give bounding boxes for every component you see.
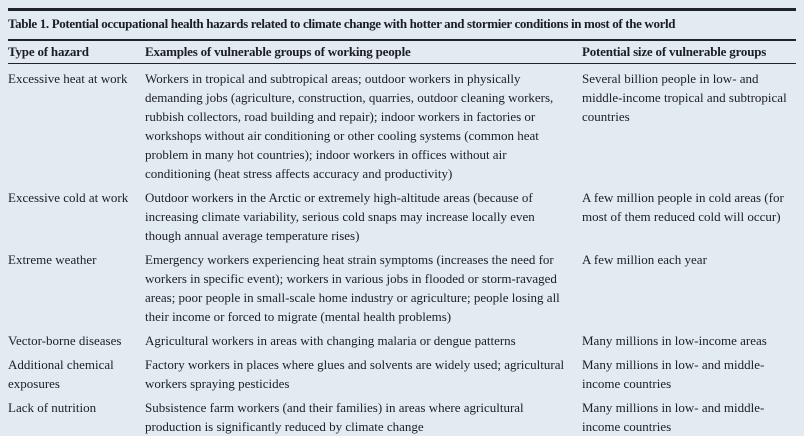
size-cell: A few million each year: [582, 252, 707, 267]
table-row: [8, 350, 796, 393]
hazard-cell: Lack of nutrition: [8, 400, 97, 415]
column-header-type-of-hazard: Type of hazard: [8, 44, 89, 59]
table-header-row: [8, 41, 796, 64]
table-row: [8, 64, 796, 183]
examples-cell: Outdoor workers in the Arctic or extremely high-altitude areas (because of increasing climate variability, serious cold snaps may increase locally even though annual average temperature rises): [145, 190, 535, 243]
hazard-cell: Excessive cold at work: [8, 190, 129, 205]
examples-cell: Emergency workers experiencing heat strain symptoms (increases the need for workers in specific event); workers in various jobs in flooded or storm-ravaged areas; poor people in small-scale home industry or agriculture; people losing all their income or forced to migrate (mental health problems): [145, 252, 560, 324]
column-header-potential-size: Potential size of vulnerable groups: [582, 44, 767, 59]
size-cell: Many millions in low- and middle-income countries: [582, 400, 765, 434]
examples-cell: Agricultural workers in areas with changing malaria or dengue patterns: [145, 333, 516, 348]
hazard-cell: Additional chemical exposures: [8, 357, 114, 391]
examples-cell: Subsistence farm workers (and their families) in areas where agricultural production is significantly reduced by climate change: [145, 400, 524, 434]
table-row: [8, 245, 796, 326]
size-cell: Many millions in low- and middle-income countries: [582, 357, 765, 391]
size-cell: A few million people in cold areas (for most of them reduced cold will occur): [582, 190, 784, 224]
hazard-cell: Vector-borne diseases: [8, 333, 122, 348]
size-cell: Several billion people in low- and middle-income tropical and subtropical countries: [582, 71, 787, 124]
table-row: [8, 326, 796, 350]
column-header-examples: Examples of vulnerable groups of working people: [145, 44, 411, 59]
examples-cell: Workers in tropical and subtropical areas; outdoor workers in physically demanding jobs (agriculture, construction, quarries, outdoor cleaning workers, rubbish collectors, road building and repair); indoor workers in factories or workshops without air conditioning or other cooling systems (common heat problem in many hot countries); indoor workers in offices without air conditioning (heat stress affects accuracy and productivity): [145, 71, 554, 181]
table-body: [8, 64, 796, 436]
table-row: [8, 393, 796, 436]
hazard-cell: Extreme weather: [8, 252, 97, 267]
examples-cell: Factory workers in places where glues and solvents are widely used; agricultural workers spraying pesticides: [145, 357, 565, 391]
table-title: Table 1. Potential occupational health hazards related to climate change with hotter and stormier conditions in most of the world: [8, 8, 796, 41]
size-cell: Many millions in low-income areas: [582, 333, 767, 348]
table-row: [8, 183, 796, 245]
hazard-cell: Excessive heat at work: [8, 71, 128, 86]
